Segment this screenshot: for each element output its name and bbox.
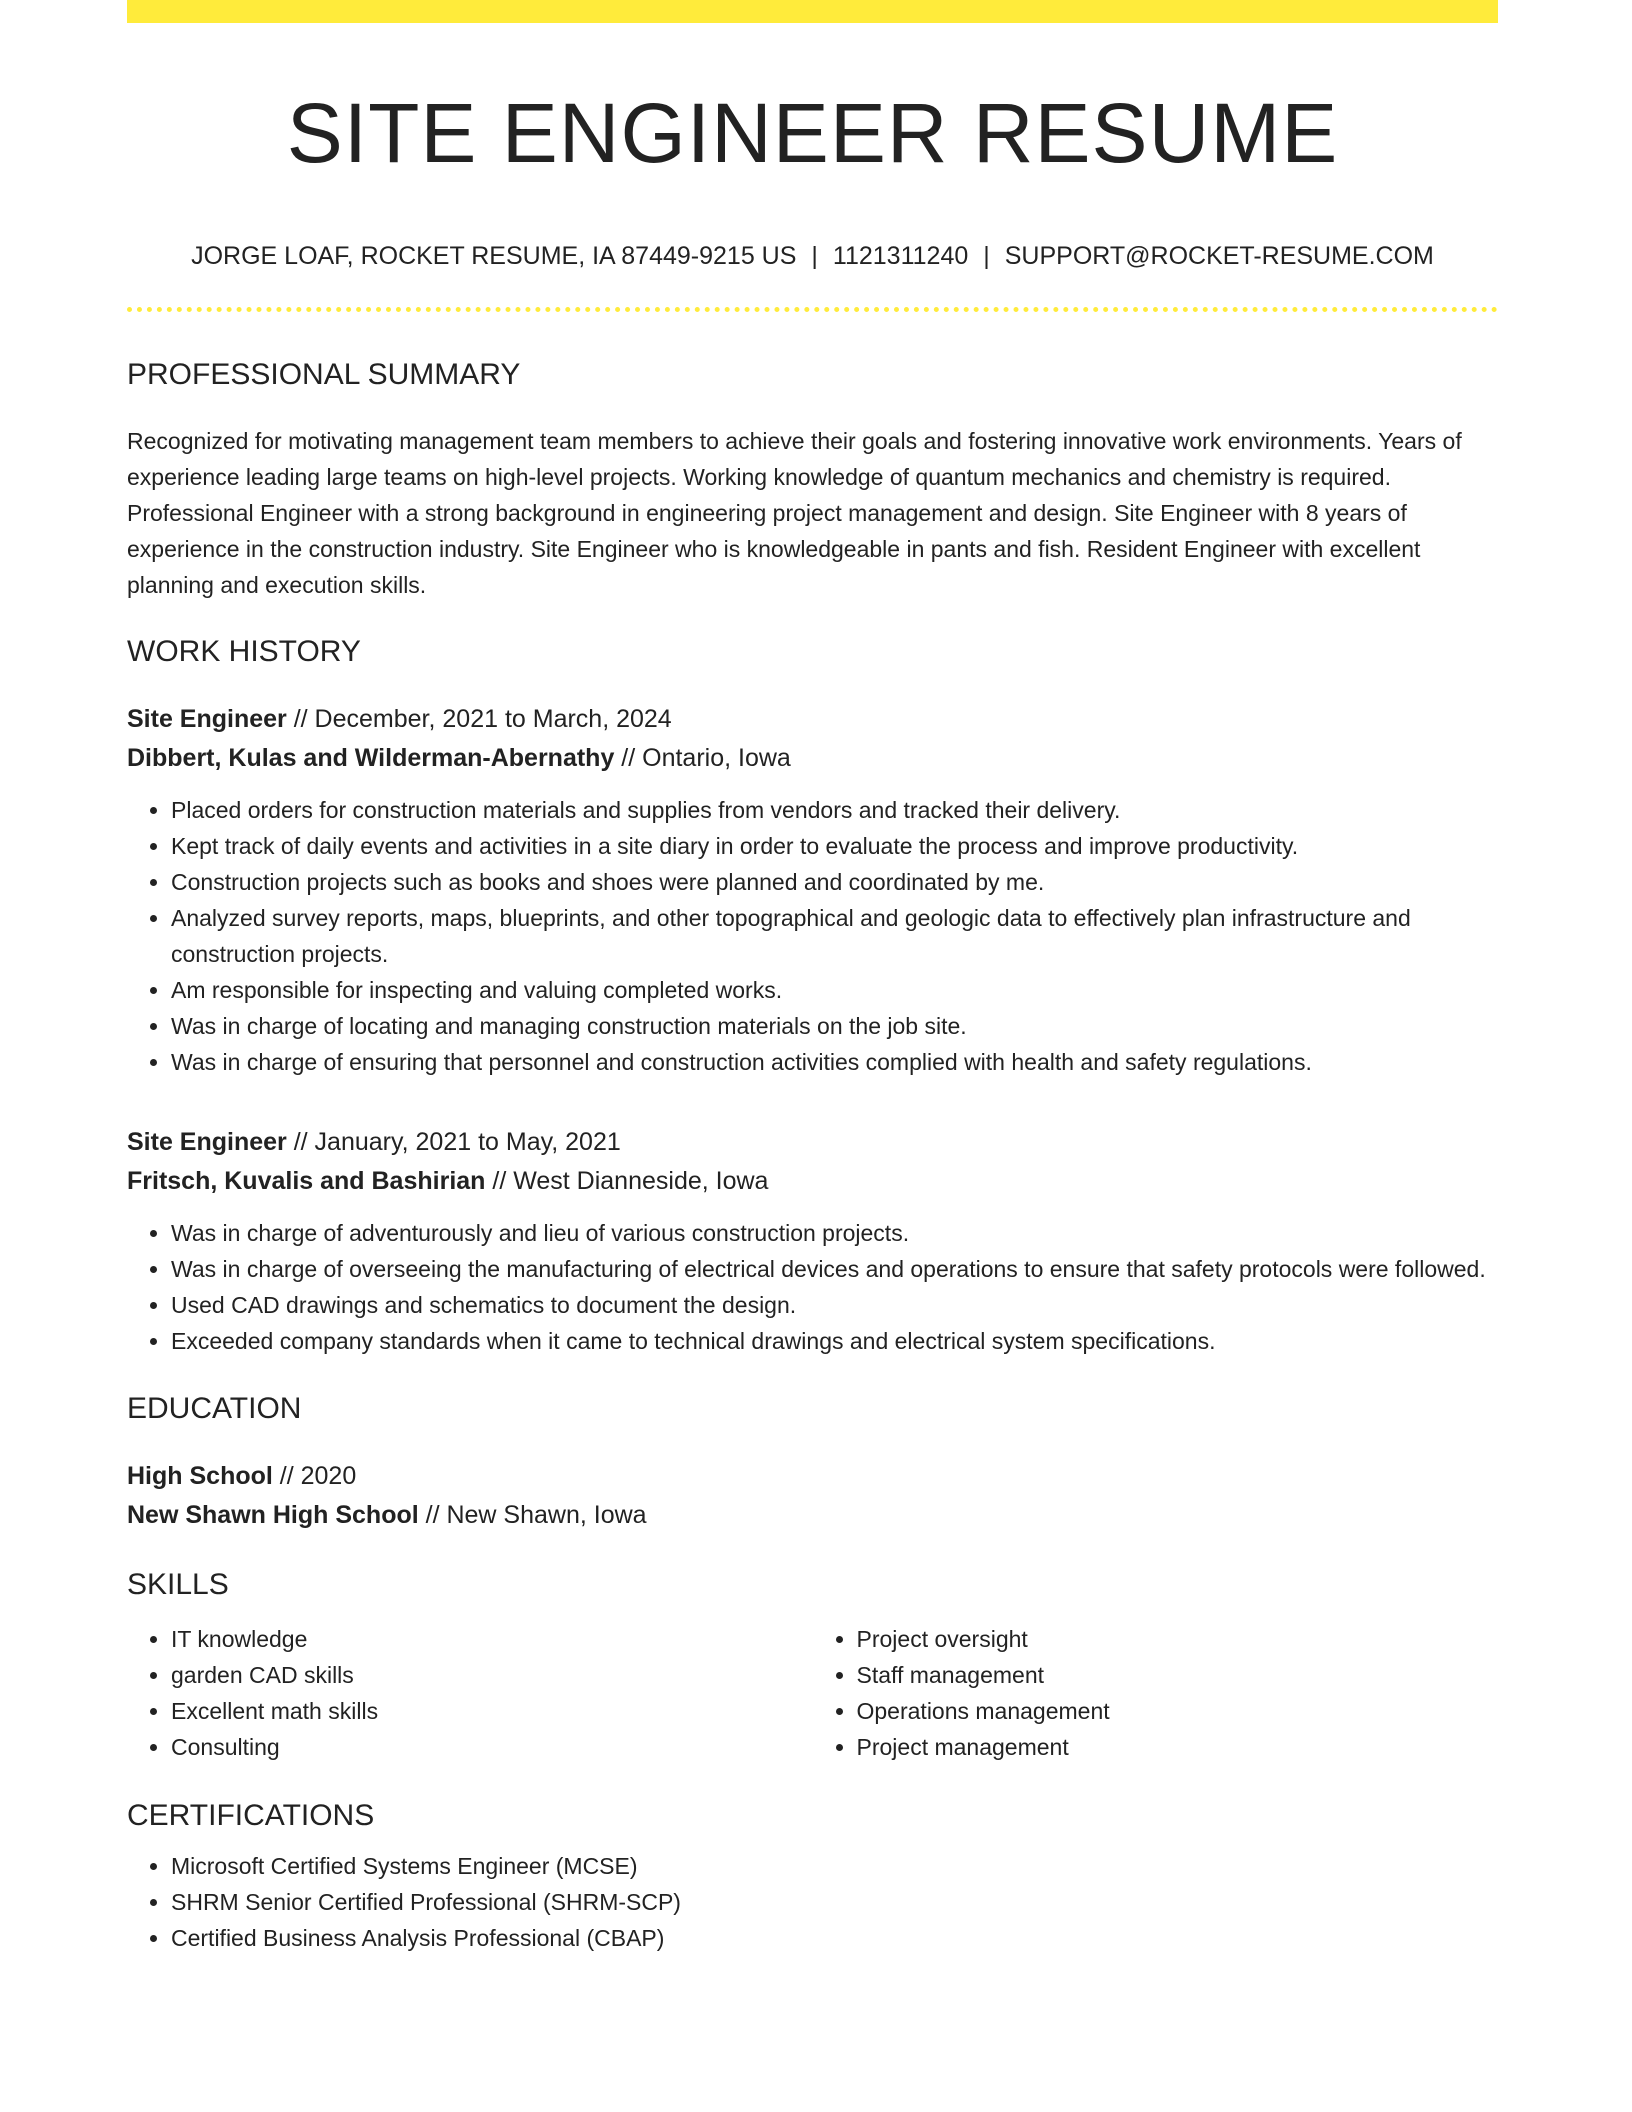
- skills-columns: [127, 1621, 1498, 1765]
- divider: [127, 307, 1498, 312]
- list-item: • Exceeded company standards when it came to technical drawings and electrical system specifications.: [171, 1323, 1498, 1359]
- job-title-line: [127, 700, 1498, 739]
- summary-heading: PROFESSIONAL SUMMARY: [127, 358, 521, 392]
- certifications-heading: CERTIFICATIONS: [127, 1799, 375, 1833]
- education-degree: High School: [127, 1462, 273, 1491]
- skills-heading: SKILLS: [127, 1568, 229, 1602]
- contact-line: [127, 241, 1498, 271]
- job-location: // West Dianneside, Iowa: [485, 1167, 769, 1196]
- list-item: • Was in charge of locating and managing construction materials on the job site.: [171, 1008, 1498, 1044]
- list-item: • garden CAD skills: [171, 1657, 813, 1693]
- list-item: • Project oversight: [857, 1621, 1499, 1657]
- list-item: • Analyzed survey reports, maps, blueprints, and other topographical and geologic data to effectively plan infrastructure and construction projects.: [171, 900, 1498, 972]
- list-item: • Used CAD drawings and schematics to document the design.: [171, 1287, 1498, 1323]
- list-item: • Microsoft Certified Systems Engineer (MCSE): [171, 1848, 1498, 1884]
- job-company-line: [127, 1162, 1498, 1201]
- contact-address: JORGE LOAF, ROCKET RESUME, IA 87449-9215 US: [191, 242, 797, 271]
- job-company: Fritsch, Kuvalis and Bashirian: [127, 1167, 486, 1196]
- work-history-heading: WORK HISTORY: [127, 635, 361, 669]
- education-degree-line: [127, 1457, 1498, 1496]
- job-company: Dibbert, Kulas and Wilderman-Abernathy: [127, 744, 615, 773]
- job-company-line: [127, 739, 1498, 778]
- contact-separator: |: [983, 242, 990, 271]
- job-location: // Ontario, Iowa: [614, 744, 791, 773]
- job-dates: // December, 2021 to March, 2024: [286, 705, 672, 734]
- education-year: // 2020: [272, 1462, 357, 1491]
- resume-page: [127, 0, 1498, 1956]
- accent-bar: [127, 0, 1498, 23]
- skills-list-left: [127, 1621, 813, 1765]
- education-location: // New Shawn, Iowa: [418, 1501, 647, 1530]
- job-title-line: [127, 1123, 1498, 1162]
- list-item: • Was in charge of adventurously and lieu of various construction projects.: [171, 1215, 1498, 1251]
- education-heading: EDUCATION: [127, 1392, 302, 1426]
- resume-title: SITE ENGINEER RESUME: [286, 86, 1339, 180]
- education-school-line: [127, 1496, 1498, 1535]
- contact-phone: 1121311240: [832, 242, 969, 271]
- contact-separator: |: [811, 242, 818, 271]
- job-bullets: [127, 1215, 1498, 1359]
- job-title: Site Engineer: [127, 1128, 287, 1157]
- list-item: • Construction projects such as books and shoes were planned and coordinated by me.: [171, 864, 1498, 900]
- education-entry: [127, 1457, 1498, 1535]
- list-item: • SHRM Senior Certified Professional (SHRM-SCP): [171, 1884, 1498, 1920]
- list-item: • Certified Business Analysis Professional (CBAP): [171, 1920, 1498, 1956]
- list-item: • IT knowledge: [171, 1621, 813, 1657]
- list-item: • Staff management: [857, 1657, 1499, 1693]
- contact-email: SUPPORT@ROCKET-RESUME.COM: [1004, 242, 1434, 271]
- summary-text: Recognized for motivating management team members to achieve their goals and fostering innovative work environments. Years of experience leading large teams on high-level projects. Working knowledge of quantum mechanics and chemistry is required. Professional Engineer with a strong background in engineering project management and design. Site Engineer with 8 years of experience in the construction industry. Site Engineer who is knowledgeable in pants and fish. Resident Engineer with excellent planning and execution skills.: [127, 428, 1462, 599]
- education-school: New Shawn High School: [127, 1501, 419, 1530]
- list-item: • Consulting: [171, 1729, 813, 1765]
- list-item: • Kept track of daily events and activities in a site diary in order to evaluate the process and improve productivity.: [171, 828, 1498, 864]
- certifications-list: [127, 1848, 1498, 1956]
- list-item: • Am responsible for inspecting and valuing completed works.: [171, 972, 1498, 1008]
- job-entry: [127, 700, 1498, 1080]
- job-dates: // January, 2021 to May, 2021: [286, 1128, 621, 1157]
- list-item: • Placed orders for construction materials and supplies from vendors and tracked their delivery.: [171, 792, 1498, 828]
- list-item: • Was in charge of overseeing the manufacturing of electrical devices and operations to ensure that safety protocols were followed.: [171, 1251, 1498, 1287]
- list-item: • Project management: [857, 1729, 1499, 1765]
- job-entry: [127, 1123, 1498, 1359]
- list-item: • Excellent math skills: [171, 1693, 813, 1729]
- list-item: • Was in charge of ensuring that personnel and construction activities complied with health and safety regulations.: [171, 1044, 1498, 1080]
- job-title: Site Engineer: [127, 705, 287, 734]
- job-bullets: [127, 792, 1498, 1080]
- skills-list-right: [813, 1621, 1499, 1765]
- list-item: • Operations management: [857, 1693, 1499, 1729]
